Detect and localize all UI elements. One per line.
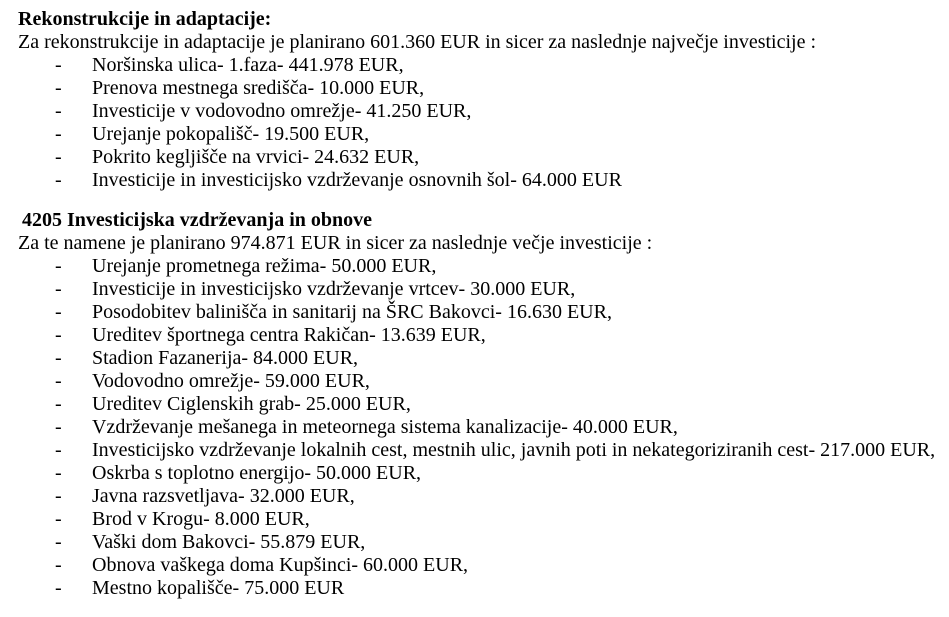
list-item bbox=[0, 77, 949, 100]
list-item-text: Vzdrževanje mešanega in meteornega sistema kanalizacije- 40.000 EUR, bbox=[92, 416, 678, 438]
dash-bullet-icon: - bbox=[55, 54, 62, 76]
list-item-text: Urejanje pokopališč- 19.500 EUR, bbox=[92, 123, 370, 145]
list-item bbox=[0, 485, 949, 508]
list-item bbox=[0, 54, 949, 77]
list-item bbox=[0, 462, 949, 485]
list-item-text: Investicije v vodovodno omrežje- 41.250 EUR, bbox=[92, 100, 472, 122]
dash-bullet-icon: - bbox=[55, 370, 62, 392]
list-item bbox=[0, 324, 949, 347]
dash-bullet-icon: - bbox=[55, 169, 62, 191]
list-item-text: Prenova mestnega središča- 10.000 EUR, bbox=[92, 77, 425, 99]
dash-bullet-icon: - bbox=[55, 123, 62, 145]
dash-bullet-icon: - bbox=[55, 146, 62, 168]
dash-bullet-icon: - bbox=[55, 393, 62, 415]
list-item-text: Brod v Krogu- 8.000 EUR, bbox=[92, 508, 310, 530]
list-item bbox=[0, 123, 949, 146]
list-item-text: Ureditev Ciglenskih grab- 25.000 EUR, bbox=[92, 393, 411, 415]
dash-bullet-icon: - bbox=[55, 100, 62, 122]
list-item-text: Vodovodno omrežje- 59.000 EUR, bbox=[92, 370, 370, 392]
dash-bullet-icon: - bbox=[55, 278, 62, 300]
list-item bbox=[0, 146, 949, 169]
list-item bbox=[0, 370, 949, 393]
list-item-text: Investicije in investicijsko vzdrževanje vrtcev- 30.000 EUR, bbox=[92, 278, 576, 300]
list-item bbox=[0, 255, 949, 278]
dash-bullet-icon: - bbox=[55, 416, 62, 438]
list-item bbox=[0, 393, 949, 416]
section-intro: Za rekonstrukcije in adaptacije je planirano 601.360 EUR in sicer za naslednje največje investicije : bbox=[18, 31, 817, 53]
dash-bullet-icon: - bbox=[55, 255, 62, 277]
list-item-text: Obnova vaškega doma Kupšinci- 60.000 EUR, bbox=[92, 554, 469, 576]
list-item-text: Investicije in investicijsko vzdrževanje osnovnih šol- 64.000 EUR bbox=[92, 169, 622, 191]
section-heading: 4205 Investicijska vzdrževanja in obnove bbox=[22, 209, 372, 231]
list-item-text: Urejanje prometnega režima- 50.000 EUR, bbox=[92, 255, 437, 277]
list-item-text: Mestno kopališče- 75.000 EUR bbox=[92, 577, 345, 599]
list-item bbox=[0, 301, 949, 324]
list-item-text: Vaški dom Bakovci- 55.879 EUR, bbox=[92, 531, 366, 553]
list-item-text: Pokrito kegljišče na vrvici- 24.632 EUR, bbox=[92, 146, 420, 168]
dash-bullet-icon: - bbox=[55, 77, 62, 99]
dash-bullet-icon: - bbox=[55, 324, 62, 346]
dash-bullet-icon: - bbox=[55, 347, 62, 369]
list-item bbox=[0, 439, 949, 462]
dash-bullet-icon: - bbox=[55, 439, 62, 461]
list-item-text: Posodobitev balinišča in sanitarij na ŠRC Bakovci- 16.630 EUR, bbox=[92, 301, 612, 323]
list-item-text: Oskrba s toplotno energijo- 50.000 EUR, bbox=[92, 462, 422, 484]
list-item bbox=[0, 169, 949, 192]
list-item-text: Noršinska ulica- 1.faza- 441.978 EUR, bbox=[92, 54, 404, 76]
list-item bbox=[0, 554, 949, 577]
list-item-text: Ureditev športnega centra Rakičan- 13.639 EUR, bbox=[92, 324, 486, 346]
dash-bullet-icon: - bbox=[55, 508, 62, 530]
section-heading: Rekonstrukcije in adaptacije: bbox=[18, 8, 272, 30]
list-item bbox=[0, 577, 949, 600]
section-intro: Za te namene je planirano 974.871 EUR in sicer za naslednje večje investicije : bbox=[18, 232, 653, 254]
dash-bullet-icon: - bbox=[55, 485, 62, 507]
list-item bbox=[0, 347, 949, 370]
list-item bbox=[0, 100, 949, 123]
dash-bullet-icon: - bbox=[55, 462, 62, 484]
list-item bbox=[0, 416, 949, 439]
list-item-text: Javna razsvetljava- 32.000 EUR, bbox=[92, 485, 355, 507]
dash-bullet-icon: - bbox=[55, 531, 62, 553]
dash-bullet-icon: - bbox=[55, 554, 62, 576]
list-item-text: Stadion Fazanerija- 84.000 EUR, bbox=[92, 347, 359, 369]
dash-bullet-icon: - bbox=[55, 301, 62, 323]
list-item-text: Investicijsko vzdrževanje lokalnih cest, mestnih ulic, javnih poti in nekategoriziranih cest- 217.000 EUR, bbox=[92, 439, 936, 461]
list-item bbox=[0, 508, 949, 531]
list-item bbox=[0, 278, 949, 301]
list-item bbox=[0, 531, 949, 554]
dash-bullet-icon: - bbox=[55, 577, 62, 599]
